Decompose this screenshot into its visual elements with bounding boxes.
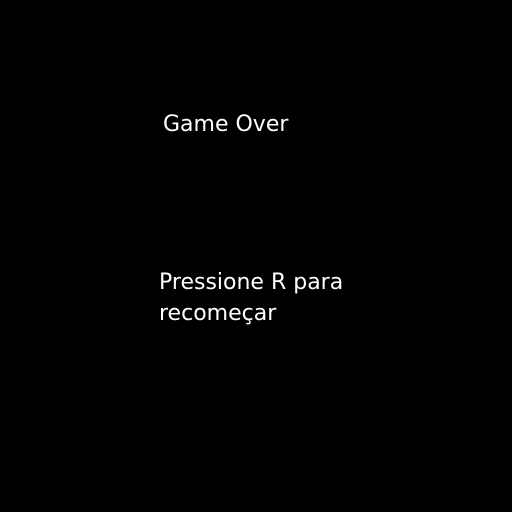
game-over-title: Game Over — [163, 112, 289, 137]
restart-prompt: Pressione R para recomeçar — [159, 270, 344, 326]
